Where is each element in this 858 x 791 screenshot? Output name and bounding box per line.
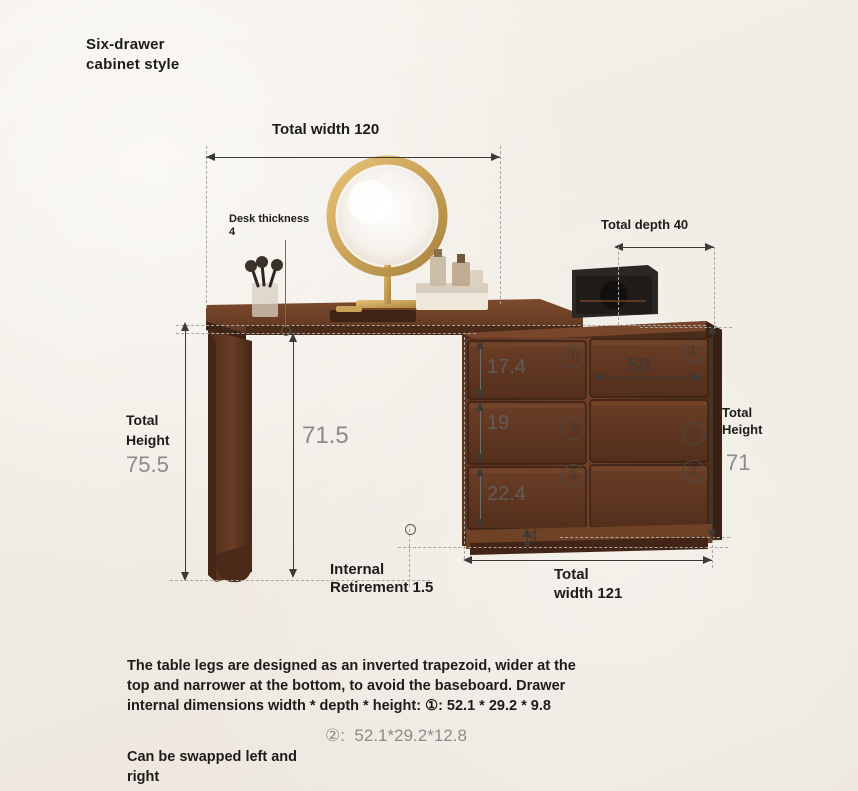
label-total-width-bottom-1: Total bbox=[554, 566, 589, 583]
guide-left-edge bbox=[206, 146, 207, 308]
label-total-width-bottom-2: width 121 bbox=[554, 585, 623, 602]
marker-drawer-r3c2: ② bbox=[682, 460, 705, 483]
dim-total-height-left-line bbox=[185, 327, 186, 579]
note-line-1: The table legs are designed as an inverted trapezoid, wider at the bbox=[127, 658, 576, 674]
label-desk-thickness: Desk thickness bbox=[229, 213, 310, 225]
label-internal-retirement-1: Internal bbox=[330, 561, 385, 578]
dim-drawer3-height-line bbox=[480, 471, 481, 525]
guide-desk-top bbox=[176, 325, 706, 326]
marker-drawer-r2c2: ② bbox=[682, 422, 705, 445]
dim-total-width-line bbox=[206, 157, 500, 158]
dim-desk-thickness-line bbox=[285, 240, 286, 326]
label-total-height-right-1: Total bbox=[722, 405, 753, 420]
label-desk-thickness-value: 4 bbox=[229, 226, 236, 238]
arrow-down-drawer3 bbox=[476, 519, 484, 528]
value-drawer-width: 58 bbox=[628, 355, 651, 377]
label-total-depth: Total depth 40 bbox=[601, 217, 689, 232]
arrow-left-drawer-width bbox=[593, 373, 602, 381]
guide-cabinet-left bbox=[464, 337, 465, 559]
arrow-left-total-width-bottom bbox=[463, 556, 472, 564]
value-base-thickness: 4 bbox=[529, 528, 538, 545]
guide-cabinet-top bbox=[640, 327, 732, 328]
dim-desk-height-line bbox=[293, 338, 294, 576]
arrow-right-total-width-bottom bbox=[703, 556, 712, 564]
dim-drawer1-height-line bbox=[480, 344, 481, 396]
guide-depth-right bbox=[714, 247, 715, 329]
dim-drawer2-height-line bbox=[480, 406, 481, 460]
marker-drawer-r2c1: ② bbox=[562, 417, 585, 440]
value-desk-height: 71.5 bbox=[302, 422, 349, 449]
guide-desk-under bbox=[176, 333, 476, 334]
page-title-line1: Six-drawer bbox=[86, 36, 165, 53]
arrow-down-desk-height bbox=[289, 569, 297, 578]
marker-drawer-r1c2: ① bbox=[682, 340, 705, 363]
note-line-4: ②: 52.1*29.2*12.8 bbox=[325, 726, 467, 745]
arrow-right-total-depth bbox=[705, 243, 714, 251]
note-line-3: internal dimensions width * depth * height: ①: 52.1 * 29.2 * 9.8 bbox=[127, 698, 551, 714]
value-drawer1-height: 17.4 bbox=[487, 356, 526, 378]
label-total-width-top: Total width 120 bbox=[272, 121, 380, 138]
note-line-6: right bbox=[127, 769, 160, 785]
arrow-down-drawer2 bbox=[476, 454, 484, 463]
dim-internal-retirement-dot bbox=[405, 524, 416, 535]
guide-cabinet-base bbox=[398, 547, 728, 548]
page-title-line2: cabinet style bbox=[86, 56, 180, 73]
dim-total-depth-line bbox=[618, 247, 714, 248]
label-total-height-right-2: Height bbox=[722, 422, 763, 437]
arrow-up-desk-height bbox=[289, 333, 297, 342]
arrow-up-total-height-left bbox=[181, 322, 189, 331]
label-internal-retirement-2: Retirement 1.5 bbox=[330, 579, 434, 596]
value-drawer2-height: 19 bbox=[487, 412, 510, 434]
arrow-up-drawer3 bbox=[476, 467, 484, 476]
arrow-down-total-height-right bbox=[708, 530, 716, 539]
marker-drawer-r1c1: ① bbox=[562, 345, 585, 368]
dim-total-width-bottom-line bbox=[466, 560, 712, 561]
label-total-height-left-2: Height bbox=[126, 432, 170, 448]
value-drawer3-height: 22.4 bbox=[487, 483, 526, 505]
arrow-up-total-height-right bbox=[708, 325, 716, 334]
arrow-down-drawer1 bbox=[476, 390, 484, 399]
value-total-height-left: 75.5 bbox=[126, 452, 169, 477]
arrow-left-total-width bbox=[206, 153, 215, 161]
arrow-down-total-height-left bbox=[181, 572, 189, 581]
label-total-height-left-1: Total bbox=[126, 412, 159, 428]
arrow-up-drawer1 bbox=[476, 340, 484, 349]
arrow-right-drawer-width bbox=[692, 373, 701, 381]
arrow-right-total-width bbox=[491, 153, 500, 161]
guide-top-width-right bbox=[500, 146, 501, 304]
dim-total-height-right-line bbox=[712, 330, 713, 538]
guide-depth-left bbox=[618, 247, 619, 325]
guide-plinth bbox=[560, 537, 730, 538]
marker-drawer-r3c1: ② bbox=[562, 464, 585, 487]
note-line-5: Can be swapped left and bbox=[127, 749, 297, 765]
note-line-2: top and narrower at the bottom, to avoid the baseboard. Drawer bbox=[127, 678, 566, 694]
value-total-height-right: 71 bbox=[726, 450, 751, 475]
arrow-up-drawer2 bbox=[476, 402, 484, 411]
